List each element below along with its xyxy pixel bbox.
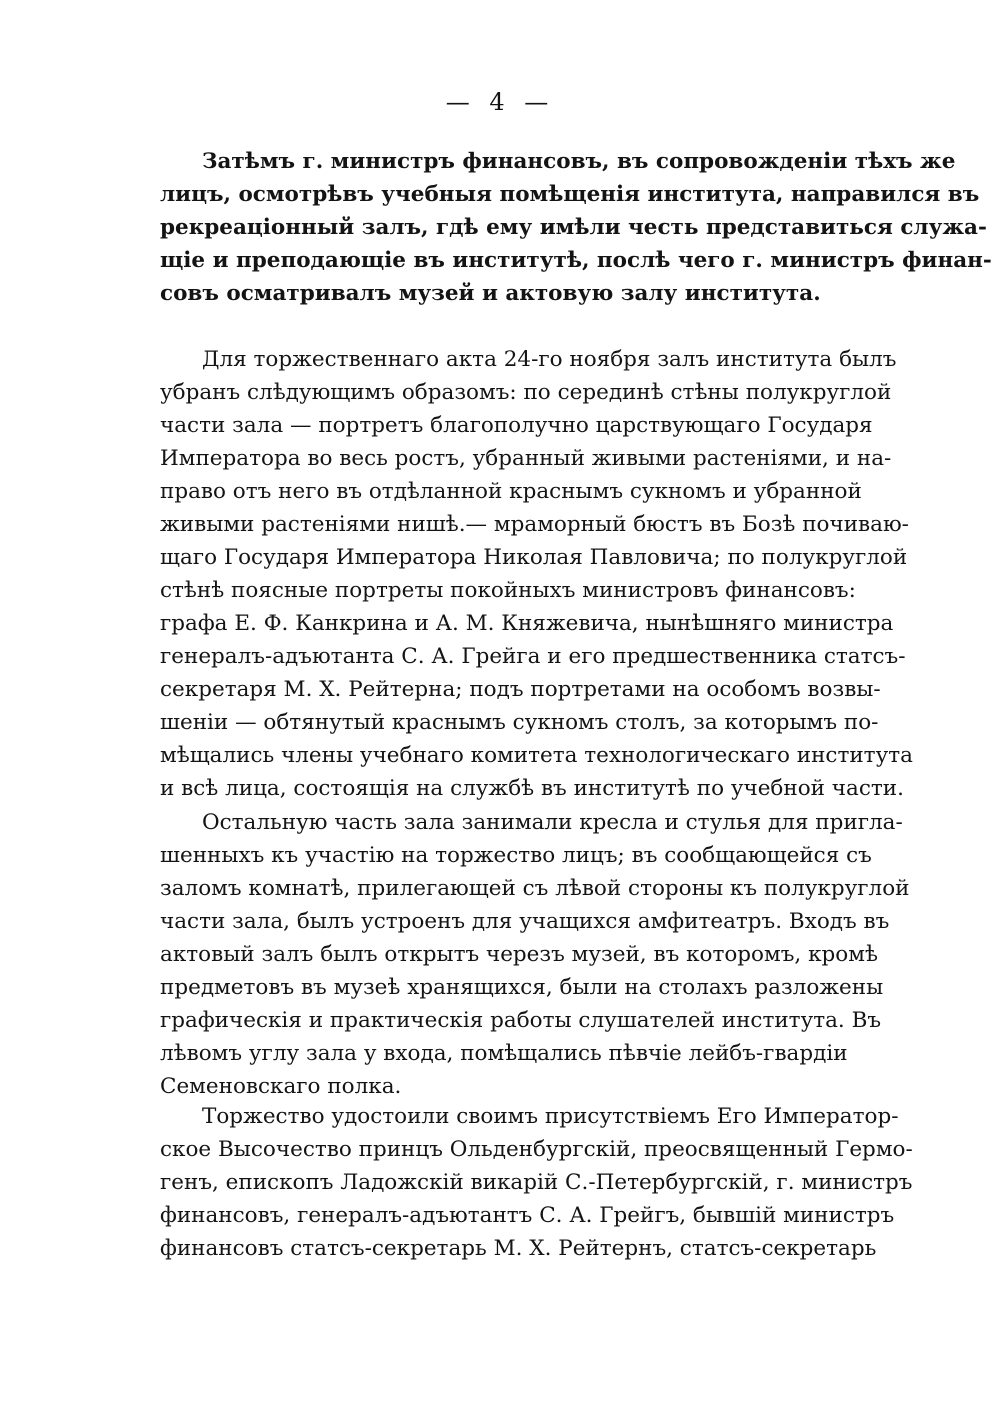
paragraph-4: [160, 1100, 913, 1265]
text-line: шенныхъ къ участію на торжество лицъ; въ сообщающейся съ: [160, 843, 872, 868]
text-line: Остальную часть зала занимали кресла и стулья для пригла-: [202, 810, 903, 835]
text-line: щаго Государя Императора Николая Павловича; по полукруглой: [160, 545, 908, 570]
text-line: Семеновскаго полка.: [160, 1074, 402, 1099]
text-line: стѣнѣ поясные портреты покойныхъ министровъ финансовъ:: [160, 578, 856, 603]
text-line: Императора во весь ростъ, убранный живыми растеніями, и на-: [160, 446, 892, 471]
text-line: генъ, епископъ Ладожскій викарій С.-Петербургскій, г. министръ: [160, 1170, 913, 1195]
paragraph-1: [160, 145, 992, 310]
text-line: рекреаціонный залъ, гдѣ ему имѣли честь представиться служа-: [160, 215, 987, 240]
text-line: части зала — портретъ благополучно царствующаго Государя: [160, 413, 873, 438]
paragraph-2: [160, 343, 913, 805]
text-line: и всѣ лица, состоящія на службѣ въ институтѣ по учебной части.: [160, 776, 904, 801]
text-line: финансовъ, генералъ-адъютантъ С. А. Грейгъ, бывшій министръ: [160, 1203, 895, 1228]
text-line: части зала, былъ устроенъ для учащихся амфитеатръ. Входъ въ: [160, 909, 890, 934]
text-line: мѣщались члены учебнаго комитета технологическаго института: [160, 743, 913, 768]
text-line: Затѣмъ г. министръ финансовъ, въ сопровожденіи тѣхъ же: [202, 149, 956, 174]
text-line: Для торжественнаго акта 24-го ноября залъ института былъ: [202, 347, 897, 372]
page-number: — 4 —: [445, 88, 555, 116]
text-line: право отъ него въ отдѣланной краснымъ сукномъ и убранной: [160, 479, 862, 504]
text-line: лѣвомъ углу зала у входа, помѣщались пѣвчіе лейбъ-гвардіи: [160, 1041, 848, 1066]
text-line: убранъ слѣдующимъ образомъ: по серединѣ стѣны полукруглой: [160, 380, 892, 405]
text-line: Торжество удостоили своимъ присутствіемъ Его Император-: [202, 1104, 899, 1129]
text-line: живыми растеніями нишѣ.— мраморный бюстъ въ Бозѣ почиваю-: [160, 512, 909, 537]
paragraph-3: [160, 806, 910, 1103]
text-line: совъ осматривалъ музей и актовую залу института.: [160, 281, 821, 306]
text-line: щіе и преподающіе въ институтѣ, послѣ чего г. министръ финан-: [160, 248, 992, 273]
text-line: графа Е. Ф. Канкрина и А. М. Княжевича, нынѣшняго министра: [160, 611, 894, 636]
text-line: генералъ-адъютанта С. А. Грейга и его предшественника статсъ-: [160, 644, 906, 669]
text-line: предметовъ въ музеѣ хранящихся, были на столахъ разложены: [160, 975, 884, 1000]
text-line: секретаря М. Х. Рейтерна; подъ портретами на особомъ возвы-: [160, 677, 881, 702]
text-line: ское Высочество принцъ Ольденбургскій, преосвященный Гермо-: [160, 1137, 913, 1162]
text-line: финансовъ статсъ-секретарь М. Х. Рейтернъ, статсъ-секретарь: [160, 1236, 877, 1261]
text-line: заломъ комнатѣ, прилегающей съ лѣвой стороны къ полукруглой: [160, 876, 910, 901]
text-line: шеніи — обтянутый краснымъ сукномъ столъ, за которымъ по-: [160, 710, 879, 735]
text-line: актовый залъ былъ открытъ черезъ музей, въ которомъ, кромѣ: [160, 942, 878, 967]
text-line: графическія и практическія работы слушателей института. Въ: [160, 1008, 882, 1033]
text-line: лицъ, осмотрѣвъ учебныя помѣщенія института, направился въ: [160, 182, 980, 207]
